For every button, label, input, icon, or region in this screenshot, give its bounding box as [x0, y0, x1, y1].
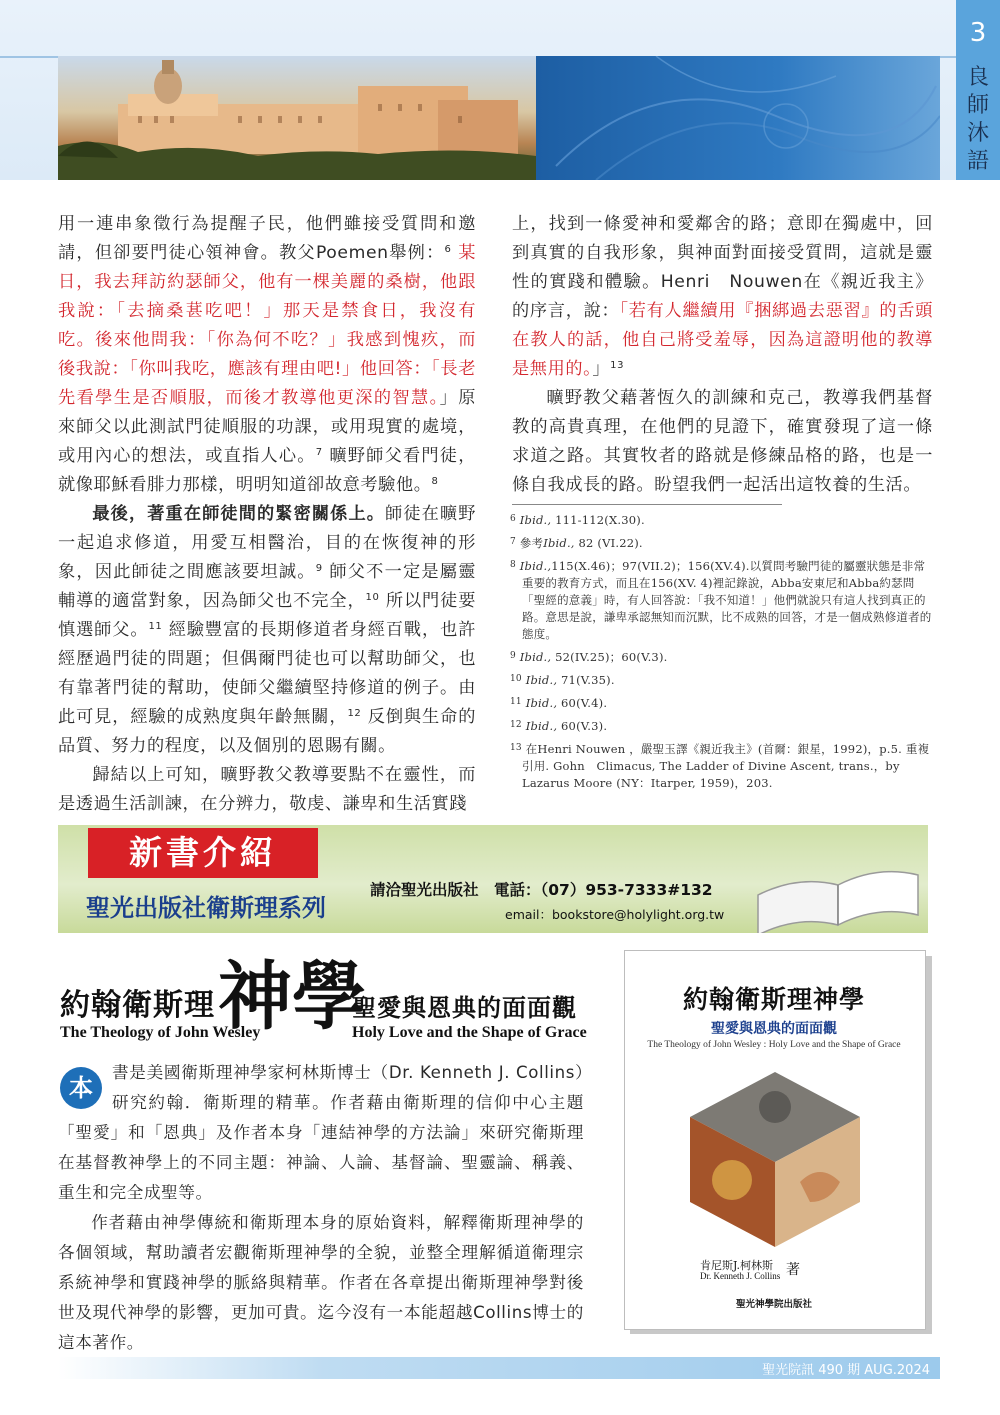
footnote: $^8$ Ibid.,115(X.46)；97(VII.2)；156(XV.4).以質問考驗門徒的屬靈狀態是非常重要的教育方式，而且在156(XV. 4)裡記錄說，Abba安東尼和Abba約瑟問「聖經的意義」時，有人回答說：「我不知道！」他們就說只有這人找到真正的路。意思是說，謙卑承認無知而沉默，比不成熟的回答，才是一個成熟修道者的態度。	[510, 559, 932, 641]
book-title-cn: 約翰衛斯理	[60, 988, 215, 1023]
drop-cap: 本	[69, 1074, 93, 1102]
footnote-ref: 10	[365, 592, 380, 603]
footnote: $^6$ Ibid., 111-112(X.30).	[510, 513, 645, 527]
footnote-ref: 12	[347, 708, 362, 719]
text: 書是美國衛斯理神學家柯林斯博士（Dr. Kenneth J. Collins）研究約翰．衛斯理的精華。作者藉由衛斯理的信仰中心主題「聖愛」和「恩典」及作者本身「連結神學的方法論」來研究衛斯理在基督教神學上的不同主題：神論、人論、基督論、聖靈論、稱義、重生和完全成聖等。	[58, 1063, 584, 1202]
text: 」原來師父以此測試門徒順服的功課，或用現實的處境，或用內心的想法，或直指人心。	[58, 388, 476, 466]
book-subtitle-cn: 聖愛與恩典的面面觀	[352, 993, 577, 1022]
cover-publisher: 聖光神學院出版社	[735, 1299, 812, 1310]
decorative-swirl-panel	[536, 56, 940, 180]
footer-issue: 聖光院訊 490 期 AUG.2024	[762, 1363, 930, 1378]
footnote-ref: 8	[431, 476, 439, 487]
text: 反倒與生命的品質、努力的程度，以及個別的恩賜有關。	[58, 707, 476, 756]
footnote-ref: 7	[315, 447, 323, 458]
text: 經驗豐富的長期修道者身經百戰，也許經歷過門徒的問題；但偶爾門徒也可以幫助師父，也有靠著門徒的幫助，使師父繼續堅持修道的例子。由此可見，經驗的成熟度與年齡無關，	[58, 620, 476, 727]
banner-title: 新書介紹	[129, 833, 277, 872]
text: 曠野師父看門徒，就像耶穌看腓力那樣，明明知道卻故意考驗他。	[58, 446, 476, 495]
footnote-ref: 11	[148, 621, 163, 632]
paragraph: 歸結以上可知，曠野教父教導要點不在靈性，而是透過生活訓諫，在分辨力，敬虔、謙卑和生活實踐	[58, 765, 476, 814]
swirl-ornament	[536, 56, 940, 180]
footnote: $^{12}$ Ibid., 60(V.3).	[510, 719, 608, 733]
section-title	[956, 64, 1000, 176]
paragraph	[58, 500, 476, 761]
cover-artwork	[680, 1062, 870, 1252]
paragraph	[58, 210, 476, 500]
cube-collage-icon	[680, 1062, 870, 1252]
monastery-photo	[58, 56, 536, 180]
footnote: $^9$ Ibid., 52(IV.25)；60(V.3).	[510, 650, 668, 664]
footnote-ref: 13	[610, 360, 625, 371]
text: 師父不一定是屬靈輔導的適當對象，因為師父也不完全，	[58, 562, 476, 611]
article-column-right	[512, 210, 933, 500]
text: 上，找到一條愛神和愛鄰舍的路；意即在獨處中，回到真實的自我形象，與神面對面接受質問，這就是靈性的實踐和體驗。Henri Nouwen在《親近我主》的序言，說：	[512, 214, 933, 321]
cover-author-cn: 肯尼斯J.柯林斯	[700, 1259, 774, 1272]
bold-lead: 最後，著重在師徒間的緊密關係上。	[92, 504, 386, 524]
text: 用一連串象徵行為提醒子民，他們雖接受質問和邀請，但卻要門徒心領神會。教父Poemen舉例：	[58, 214, 476, 263]
footnote: $^{13}$ 在Henri Nouwen ，嚴聖玉譯《親近我主》(首爾：銀星，1992)，p.5. 重複引用. Gohn Climacus, The Ladder of Divine Ascent, trans.，by Lazarus Moore (NY：Itarper, 1959)，203.	[510, 742, 930, 790]
section-title-char: 良	[966, 65, 989, 90]
paragraph	[512, 210, 933, 384]
text: 所以門徒要慎選師父。	[58, 591, 476, 640]
monastery-illustration	[58, 56, 536, 180]
cover-title: 約翰衛斯理神學	[682, 985, 865, 1014]
article-column-left	[58, 210, 476, 819]
section-title-char: 沐	[966, 121, 989, 146]
footnotes	[510, 512, 935, 798]
paragraph: 曠野教父藉著恆久的訓練和克己，教導我們基督教的高貴真理，在他們的見證下，確實發現了這一條求道之路。其實牧者的路就是修練品格的路，也是一條自我成長的路。盼望我們一起活出這牧養的生活。	[512, 388, 933, 495]
book-title-en: The Theology of John Wesley	[60, 1024, 261, 1041]
book-title-cn-large: 神學	[218, 954, 366, 1040]
text: 師徒在曠野一起追求修道，用愛互相醫治，目的在恢復神的形象，因此師徒之間應該要坦誠。	[58, 504, 476, 582]
page-number: 3	[969, 18, 987, 48]
cover-title-en: The Theology of John Wesley : Holy Love and the Shape of Grace	[647, 1040, 901, 1050]
footnote: $^{10}$ Ibid., 71(V.35).	[510, 673, 615, 687]
book-intro	[58, 1058, 584, 1358]
cover-author-en: Dr. Kenneth J. Collins	[700, 1271, 781, 1281]
footnote-divider	[512, 504, 782, 505]
text: 」	[592, 359, 611, 379]
paragraph	[58, 1058, 584, 1208]
book-subtitle-en: Holy Love and the Shape of Grace	[352, 1024, 587, 1041]
footnote: $^{11}$ Ibid., 60(V.4).	[510, 696, 608, 710]
banner-email[interactable]: email：bookstore@holylight.org.tw	[505, 907, 725, 922]
quote-highlight: 某日，我去拜訪約瑟師父，他有一棵美麗的桑樹，他跟我說：「去摘桑葚吃吧！」那天是禁食日，我沒有吃。後來他問我：「你為何不吃？」我感到愧疚，而後我說：「你叫我吃，應該有理由吧!」他回答：「長老先看學生是否順服，而後才教導他更深的智慧。	[58, 243, 476, 408]
banner-subtitle: 聖光出版社衛斯理系列	[86, 893, 326, 922]
paragraph: 作者藉由神學傳統和衛斯理本身的原始資料，解釋衛斯理神學的各個領域，幫助讀者宏觀衛斯理神學的全貌，並整全理解循道衛理宗系統神學和實踐神學的脈絡與精華。作者在各章提出衛斯理神學對後世及現代神學的影響，更加可貴。迄今沒有一本能超越Collins博士的這本著作。	[58, 1213, 584, 1352]
cover-author-mark: 著	[786, 1262, 800, 1278]
quote-highlight: 「若有人繼續用『捆綁過去惡習』的舌頭在教人的話，他自己將受羞辱，因為這證明他的教導是無用的。	[512, 301, 934, 379]
cover-subtitle: 聖愛與恩典的面面觀	[711, 1021, 837, 1037]
section-title-char: 師	[966, 93, 989, 118]
footnote-ref: 6	[444, 244, 452, 255]
section-title-char: 語	[966, 149, 989, 174]
banner-contact: 請洽聖光出版社 電話：（07）953-7333#132	[370, 881, 713, 899]
footnote-ref: 9	[315, 563, 323, 574]
footnote: $^7$ 參考Ibid., 82 (VI.22).	[510, 536, 643, 550]
